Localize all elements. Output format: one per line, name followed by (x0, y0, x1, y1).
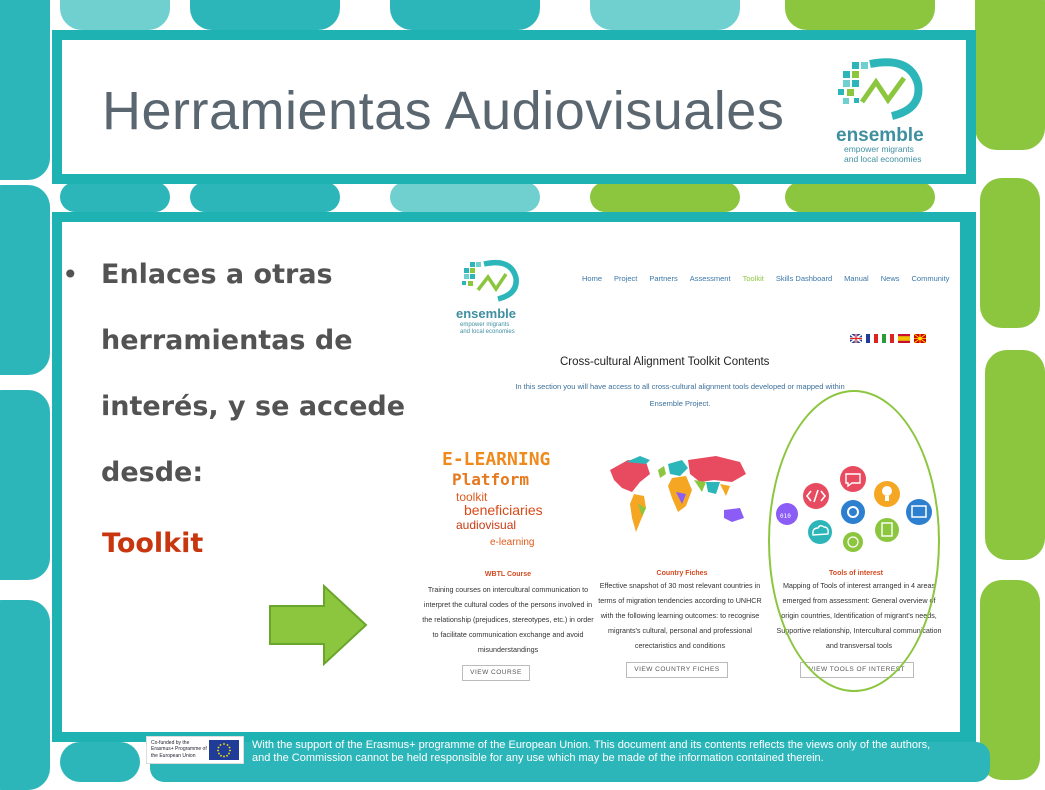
nav-project[interactable]: Project (614, 274, 638, 283)
card-country-fiches-title: Country Fiches (656, 570, 708, 577)
logo-tagline-1: empower migrants (844, 144, 914, 154)
toolkit-intro: In this section you will have access to all cross-cultural alignment tools developed or mapped within Ensemble Project. (515, 382, 845, 408)
world-map-image[interactable] (606, 452, 754, 542)
nav-community[interactable]: Community (911, 274, 950, 283)
elearn-word-6: e-learning (490, 537, 535, 548)
site-navigation (582, 274, 949, 283)
flag-macedonia-icon[interactable] (914, 334, 926, 343)
eu-flag-icon (209, 740, 239, 760)
toolkit-link[interactable]: Toolkit (102, 528, 204, 559)
flag-france-icon[interactable] (866, 334, 878, 343)
site-ensemble-logo (456, 258, 536, 336)
elearn-word-5: audiovisual (456, 518, 517, 532)
site-logo-tagline-1: empower migrants (460, 322, 510, 328)
footer-disclaimer: With the support of the Erasmus+ programme of the European Union. This document and its contents reflects the views only of the authors, and the Commission cannot be held responsible for any use which may be made of the information contained therein. (252, 739, 931, 764)
right-arrow-icon (268, 584, 368, 666)
eu-badge-text: Co-funded by the Erasmus+ Programme of the European Union (151, 740, 207, 759)
nav-news[interactable]: News (880, 274, 900, 283)
nav-home[interactable]: Home (582, 274, 603, 283)
elearn-word-2: Platform (452, 470, 530, 489)
highlight-oval (768, 390, 940, 692)
language-flags (850, 334, 926, 343)
page-title: Herramientas Audiovisuales (102, 81, 785, 141)
site-logo-name: ensemble (456, 306, 516, 321)
view-course-button[interactable]: VIEW COURSE (462, 665, 530, 681)
elearn-word-3: toolkit (456, 490, 488, 504)
svg-text:010: 010 (780, 513, 791, 520)
toolkit-heading: Cross-cultural Alignment Toolkit Contents (560, 356, 770, 368)
flag-spain-icon[interactable] (898, 334, 910, 343)
elearning-platform-image[interactable] (442, 447, 582, 557)
nav-partners[interactable]: Partners (649, 274, 678, 283)
view-country-fiches-button[interactable]: VIEW COUNTRY FICHES (626, 662, 728, 678)
bullet-text: Enlaces a otras herramientas de interés, y se accede desde: (101, 259, 406, 488)
elearn-word-4: beneficiaries (464, 502, 543, 518)
logo-tagline-2: and local economies (844, 154, 922, 164)
view-tools-of-interest-button[interactable]: VIEW TOOLS OF INTEREST (800, 662, 914, 678)
card-wbtl-title: WBTL Course (484, 571, 532, 578)
erasmus-eu-badge (146, 736, 244, 764)
flag-italy-icon[interactable] (882, 334, 894, 343)
card-wbtl-description: Training courses on intercultural communication to interpret the cultural codes of the persons involved in the relationship (prejudices, stereotypes, etc.) in order to facilitate communication exchange and avoid misunderstandings (422, 585, 594, 654)
nav-toolkit[interactable]: Toolkit (742, 274, 764, 283)
site-logo-tagline-2: and local economies (460, 329, 515, 335)
logo-name: ensemble (836, 125, 924, 146)
elearn-word-1: E-LEARNING (442, 449, 551, 470)
nav-assessment[interactable]: Assessment (689, 274, 731, 283)
card-tools-of-interest-description: Mapping of Tools of interest arranged in 4 areas emerged from assessment: General overview of origin countries, Identification of migrant's needs, Supportive relationship, Intercultural communication and transversal tools (776, 581, 942, 650)
flag-uk-icon[interactable] (850, 334, 862, 343)
card-tools-of-interest-title: Tools of interest (829, 570, 883, 577)
nav-manual[interactable]: Manual (844, 274, 869, 283)
nav-skills-dashboard[interactable]: Skills Dashboard (775, 274, 833, 283)
card-country-fiches-description: Effective snapshot of 30 most relevant countries in terms of migration tendencies according to UNHCR with the following learning outcomes: to recognise migrants's cultural, personal and professional cerectaristics and conditions (598, 581, 762, 650)
bullet-icon: • (62, 258, 79, 291)
logo-mark-icon (838, 62, 918, 116)
ensemble-logo (830, 54, 940, 169)
